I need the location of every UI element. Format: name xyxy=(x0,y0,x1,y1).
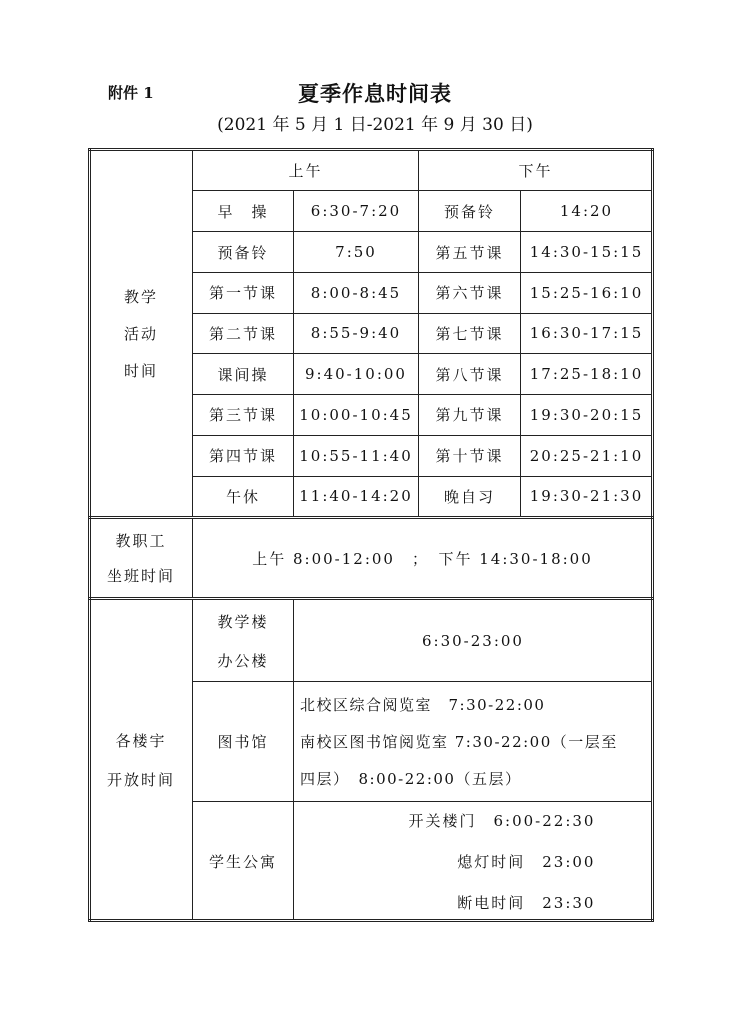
section-label-line: 教学 xyxy=(123,287,158,306)
building-label-library: 图书馆 xyxy=(217,733,269,751)
pm-item-cell: 第七节课 xyxy=(435,324,504,343)
pm-item-cell: 第八节课 xyxy=(435,365,504,384)
am-item-cell: 第二节课 xyxy=(208,324,277,343)
dorm-hours xyxy=(294,802,652,920)
am-item-cell: 预备铃 xyxy=(217,243,269,262)
pm-item-cell: 第九节课 xyxy=(435,406,504,425)
am-header: 上午 xyxy=(288,161,323,180)
section-label-teaching xyxy=(90,150,192,516)
am-item-cell: 第一节课 xyxy=(208,284,277,303)
section-label-line: 开放时间 xyxy=(106,771,175,789)
page-title: 夏季作息时间表 xyxy=(298,81,452,106)
pm-time-cell: 14:30-15:15 xyxy=(529,243,644,262)
am-time-cell: 8:00-8:45 xyxy=(310,283,402,302)
section-label-line: 活动 xyxy=(123,324,158,343)
am-time-cell: 10:00-10:45 xyxy=(299,405,413,424)
section-label-line: 教职工 xyxy=(115,532,167,550)
pm-time-cell: 16:30-17:15 xyxy=(529,324,644,343)
am-item-cell: 第三节课 xyxy=(208,406,277,425)
library-hours-line: 四层） 8:00-22:00（五层） xyxy=(300,770,522,788)
attachment-label: 附件 1 xyxy=(108,84,154,102)
library-hours-line: 北校区综合阅览室 7:30-22:00 xyxy=(300,696,546,714)
page-subtitle: (2021 年 5 月 1 日-2021 年 9 月 30 日) xyxy=(217,115,533,135)
pm-time-cell: 15:25-16:10 xyxy=(529,283,644,302)
section-label-buildings xyxy=(90,600,192,920)
pm-time-cell: 14:20 xyxy=(559,202,614,221)
building-label-line: 办公楼 xyxy=(217,651,269,670)
section-label-staff xyxy=(90,519,192,597)
am-time-cell: 11:40-14:20 xyxy=(299,487,413,506)
am-time-cell: 6:30-7:20 xyxy=(310,202,402,221)
am-item-cell: 早 操 xyxy=(217,202,269,221)
am-item-cell: 课间操 xyxy=(217,365,269,384)
pm-item-cell: 第六节课 xyxy=(435,284,504,303)
library-hours-line: 南校区图书馆阅览室 7:30-22:00（一层至 xyxy=(300,733,618,751)
section-label-line: 时间 xyxy=(123,361,158,380)
am-time-cell: 8:55-9:40 xyxy=(310,324,402,343)
pm-item-cell: 预备铃 xyxy=(443,202,495,221)
section-label-line: 坐班时间 xyxy=(106,567,175,585)
pm-time-cell: 19:30-20:15 xyxy=(529,405,644,424)
am-time-cell: 10:55-11:40 xyxy=(299,446,413,465)
am-time-cell: 9:40-10:00 xyxy=(305,365,407,384)
section-label-line: 各楼宇 xyxy=(115,732,167,750)
pm-item-cell: 第十节课 xyxy=(435,447,504,466)
pm-item-cell: 晚自习 xyxy=(443,487,495,506)
pm-header: 下午 xyxy=(518,161,553,180)
pm-time-cell: 20:25-21:10 xyxy=(529,446,644,465)
pm-time-cell: 19:30-21:30 xyxy=(529,487,644,506)
pm-item-cell: 第五节课 xyxy=(435,243,504,262)
am-time-cell: 7:50 xyxy=(335,243,377,262)
building-label-dorm: 学生公寓 xyxy=(208,852,277,871)
staff-hours: 上午 8:00-12:00 ； 下午 14:30-18:00 xyxy=(252,549,593,568)
dorm-hours-line: 开关楼门 6:00-22:30 xyxy=(408,811,596,830)
building-label-teaching-office xyxy=(193,600,293,681)
am-item-cell: 午休 xyxy=(225,487,260,506)
library-hours xyxy=(300,682,650,801)
building-label-line: 教学楼 xyxy=(217,612,269,631)
am-item-cell: 第四节课 xyxy=(208,447,277,466)
dorm-hours-line: 断电时间 23:30 xyxy=(457,893,596,912)
teaching-office-hours: 6:30-23:00 xyxy=(422,631,524,650)
dorm-hours-line: 熄灯时间 23:00 xyxy=(457,852,596,871)
pm-time-cell: 17:25-18:10 xyxy=(529,365,644,384)
